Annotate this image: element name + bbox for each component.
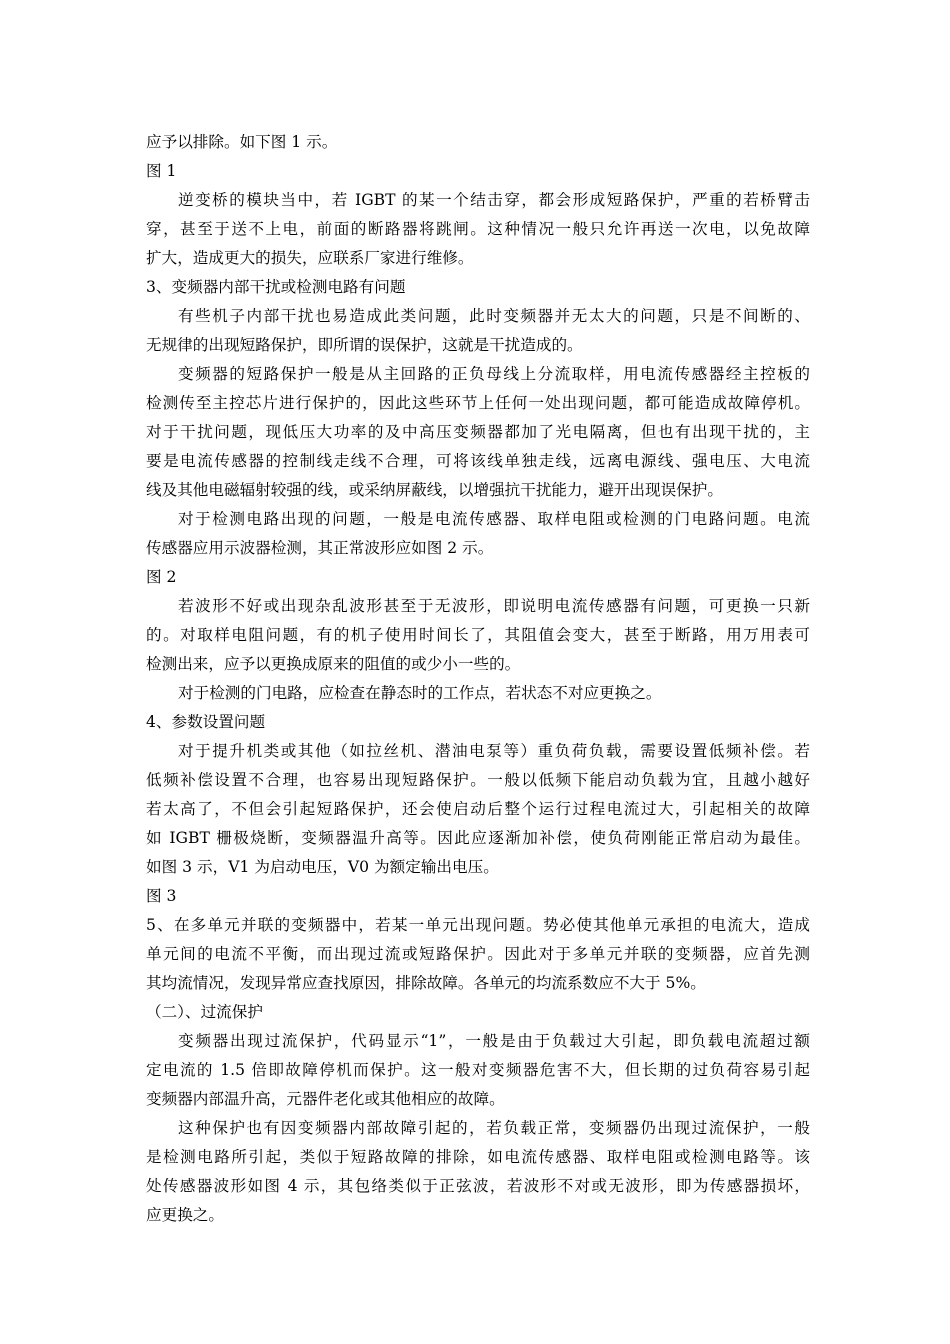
- paragraph-line: 处传感器波形如图 4 示，其包络类似于正弦波，若波形不对或无波形，即为传感器损坏，: [146, 1177, 810, 1195]
- paragraph-line: 若太高了，不但会引起短路保护，还会使启动后整个运行过程电流过大，引起相关的故障: [146, 800, 810, 818]
- paragraph-line: 这种保护也有因变频器内部故障引起的，若负载正常，变频器仍出现过流保护，一般: [178, 1119, 810, 1137]
- paragraph-line: 传感器应用示波器检测，其正常波形应如图 2 示。: [146, 539, 494, 557]
- section-heading: 5、在多单元并联的变频器中，若某一单元出现问题。势必使其他单元承担的电流大，造成: [146, 916, 810, 934]
- paragraph-line: 对于检测电路出现的问题，一般是电流传感器、取样电阻或检测的门电路问题。电流: [178, 510, 810, 528]
- paragraph-line: 变频器的短路保护一般是从主回路的正负母线上分流取样，用电流传感器经主控板的: [178, 365, 810, 383]
- section-heading: 3、变频器内部干扰或检测电路有问题: [146, 278, 406, 296]
- paragraph-line: 线及其他电磁辐射较强的线，或采纳屏蔽线，以增强抗干扰能力，避开出现误保护。: [146, 481, 723, 499]
- paragraph-line: 对于提升机类或其他（如拉丝机、潜油电泵等）重负荷负载，需要设置低频补偿。若: [178, 742, 810, 760]
- paragraph-line: 对于干扰问题，现低压大功率的及中高压变频器都加了光电隔离，但也有出现干扰的，主: [146, 423, 810, 441]
- paragraph-line: 检测传至主控芯片进行保护的，因此这些环节上任何一处出现问题，都可能造成故障停机。: [146, 394, 810, 412]
- section-heading: （二）、过流保护: [146, 1003, 263, 1021]
- paragraph-line: 定电流的 1.5 倍即故障停机而保护。这一般对变频器危害不大，但长期的过负荷容易引起: [146, 1061, 810, 1079]
- paragraph-line: 是检测电路所引起，类似于短路故障的排除，如电流传感器、取样电阻或检测电路等。该: [146, 1148, 810, 1166]
- section-heading: 4、参数设置问题: [146, 713, 266, 731]
- paragraph-line: 扩大，造成更大的损失，应联系厂家进行维修。: [146, 249, 474, 267]
- document-body: [146, 128, 810, 1230]
- paragraph-line: 低频补偿设置不合理，也容易出现短路保护。一般以低频下能启动负载为宜，且越小越好: [146, 771, 810, 789]
- paragraph-line: 的。对取样电阻问题，有的机子使用时间长了，其阻值会变大，甚至于断路，用万用表可: [146, 626, 810, 644]
- paragraph-line: 逆变桥的模块当中，若 IGBT 的某一个结击穿，都会形成短路保护，严重的若桥臂击: [178, 191, 810, 209]
- figure-caption: 图 3: [146, 887, 177, 905]
- paragraph-line: 穿，甚至于送不上电，前面的断路器将跳闸。这种情况一般只允许再送一次电，以免故障: [146, 220, 810, 238]
- paragraph-line: 无规律的出现短路保护，即所谓的误保护，这就是干扰造成的。: [146, 336, 583, 354]
- paragraph-line: 若波形不好或出现杂乱波形甚至于无波形，即说明电流传感器有问题，可更换一只新: [178, 597, 810, 615]
- paragraph-line: 有些机子内部干扰也易造成此类问题，此时变频器并无太大的问题，只是不间断的、: [178, 307, 810, 325]
- paragraph-line: 变频器内部温升高，元器件老化或其他相应的故障。: [146, 1090, 505, 1108]
- figure-caption: 图 1: [146, 162, 177, 180]
- paragraph-line: 应更换之。: [146, 1206, 224, 1224]
- paragraph-line: 单元间的电流不平衡，而出现过流或短路保护。因此对于多单元并联的变频器，应首先测: [146, 945, 810, 963]
- paragraph-line: 对于检测的门电路，应检查在静态时的工作点，若状态不对应更换之。: [178, 684, 662, 702]
- paragraph-line: 如 IGBT 栅极烧断，变频器温升高等。因此应逐渐加补偿，使负荷刚能正常启动为最佳。: [146, 829, 810, 847]
- text-line: 应予以排除。如下图 1 示。: [146, 133, 338, 151]
- paragraph-line: 要是电流传感器的控制线走线不合理，可将该线单独走线，远离电源线、强电压、大电流: [146, 452, 810, 470]
- paragraph-line: 变频器出现过流保护，代码显示“1”，一般是由于负载过大引起，即负载电流超过额: [178, 1032, 810, 1050]
- paragraph-line: 检测出来，应予以更换成原来的阻值的或少小一些的。: [146, 655, 521, 673]
- figure-caption: 图 2: [146, 568, 177, 586]
- paragraph-line: 其均流情况，发现异常应查找原因，排除故障。各单元的均流系数应不大于 5%。: [146, 974, 706, 992]
- paragraph-line: 如图 3 示，V1 为启动电压，V0 为额定输出电压。: [146, 858, 499, 876]
